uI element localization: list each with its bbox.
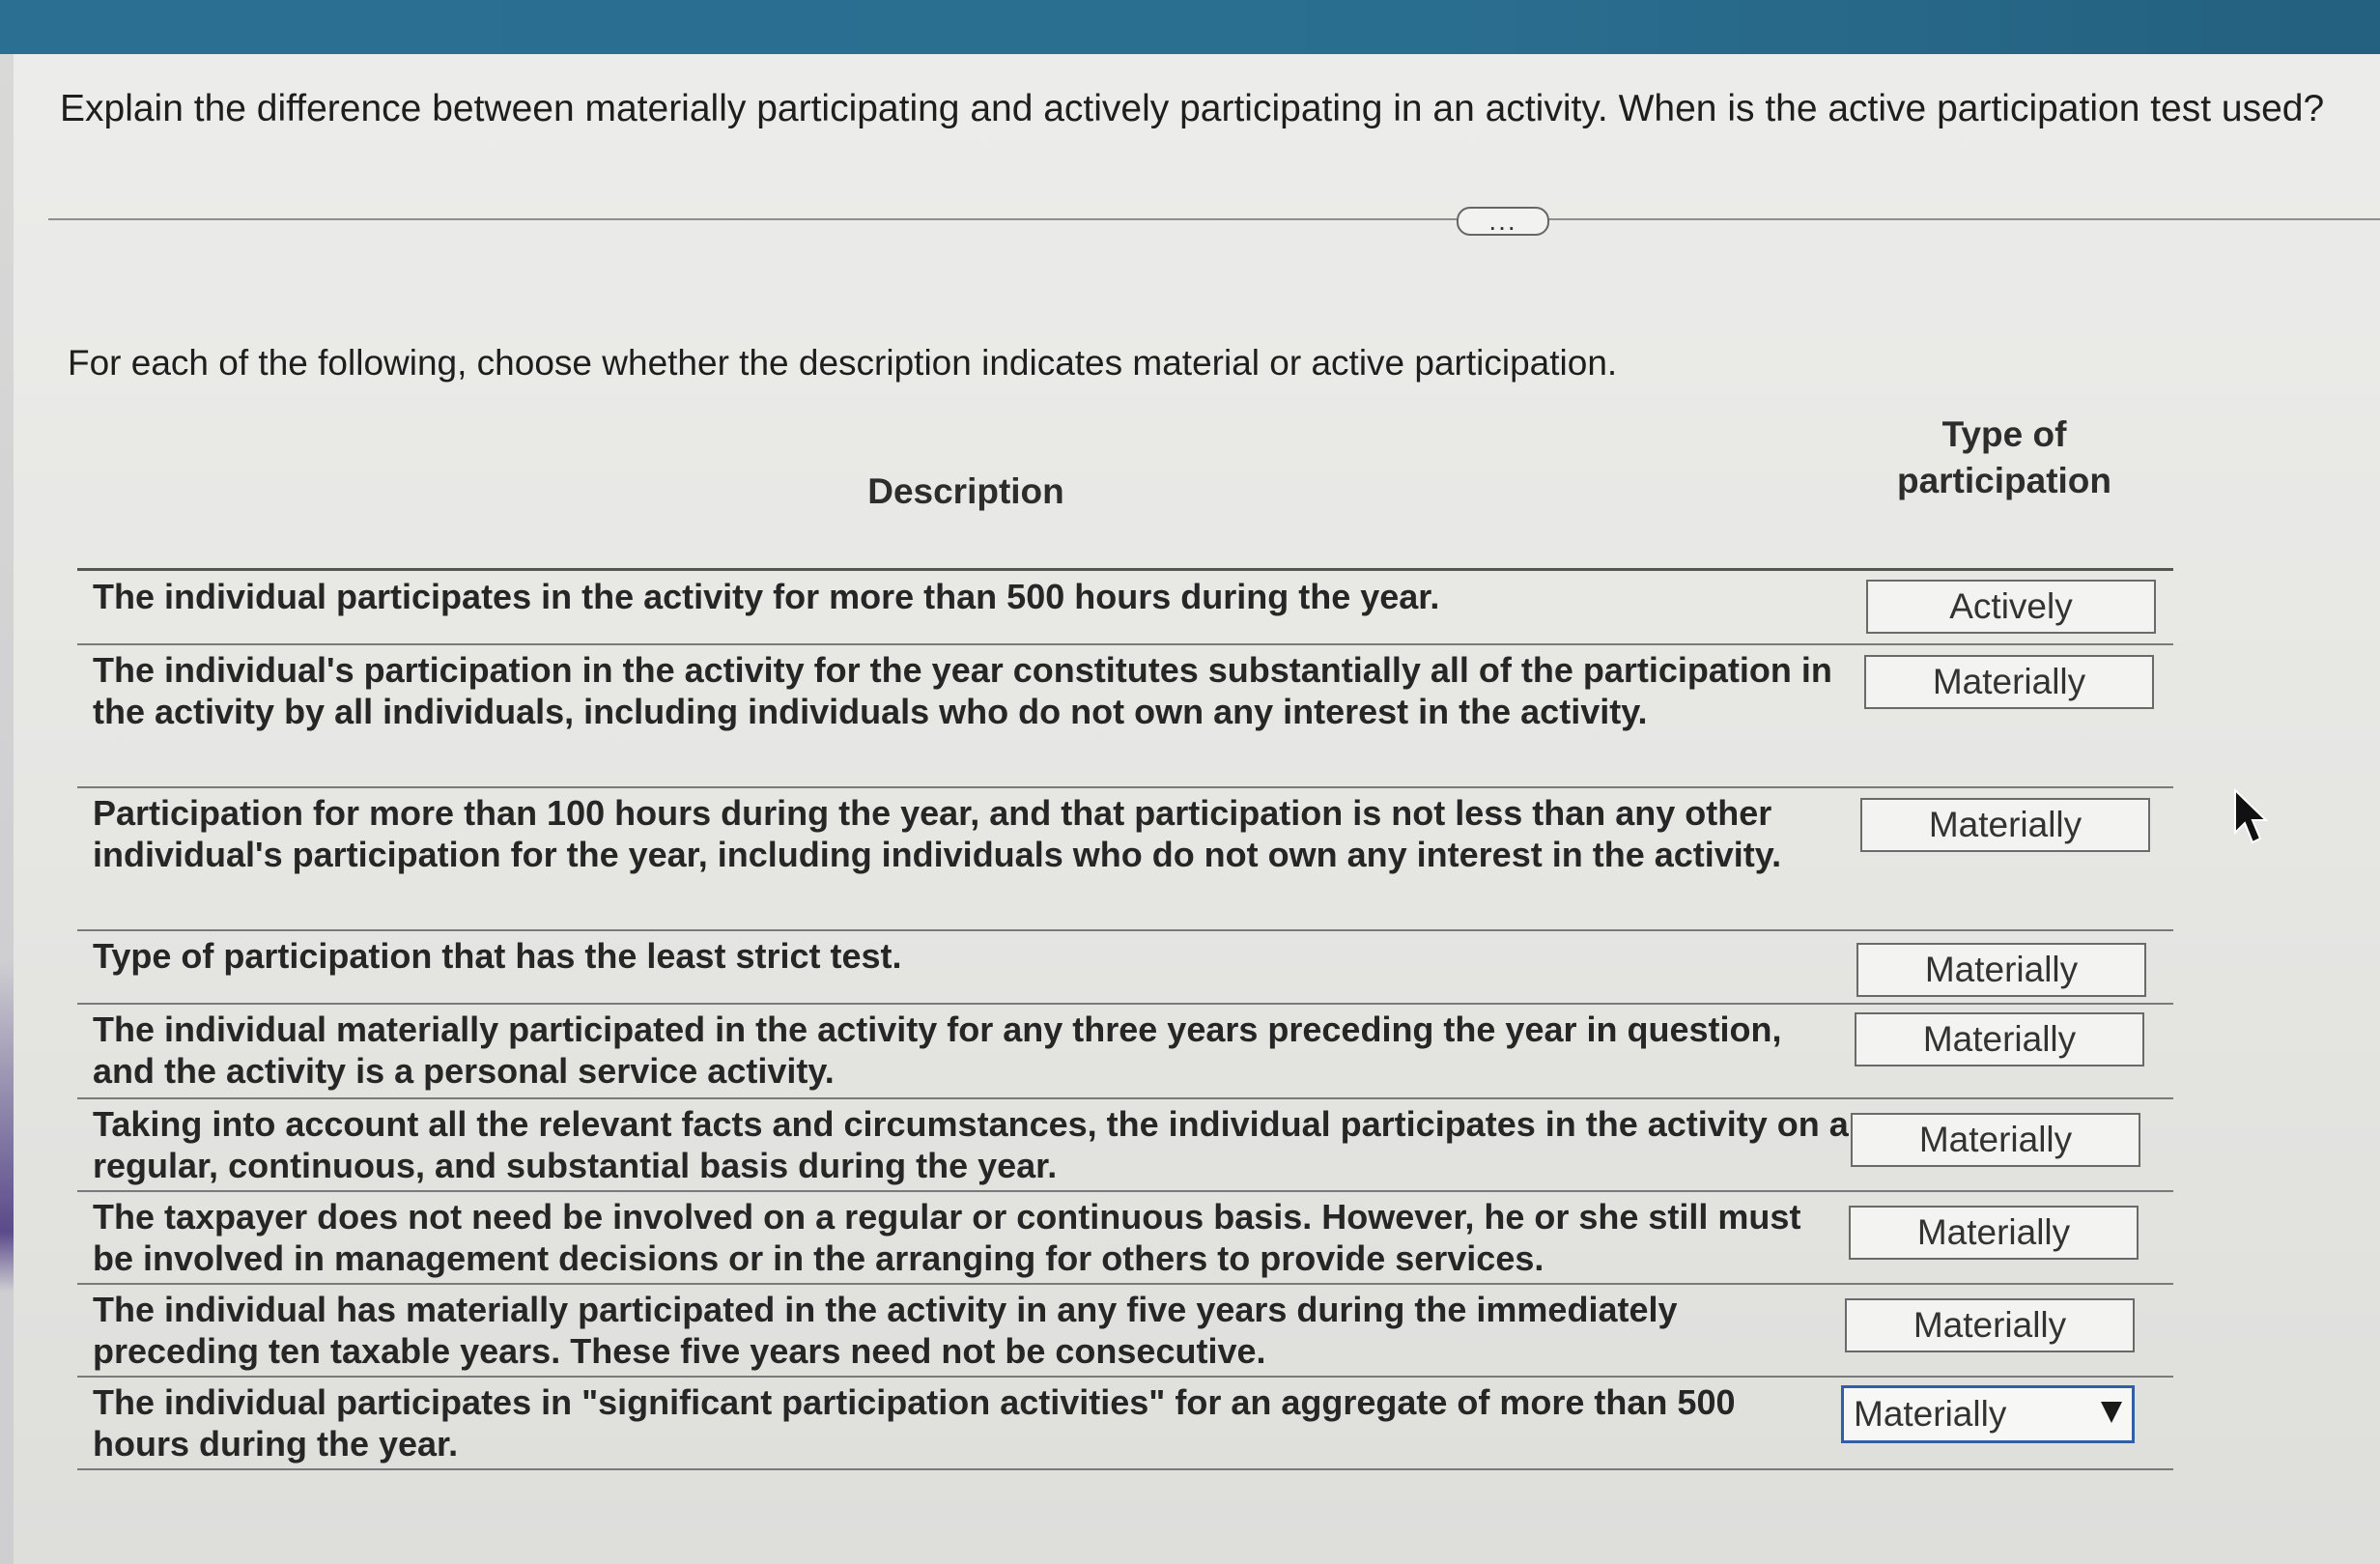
row-description: The individual participates in "significant participation activities" for an aggregate of more than 500 hours during the year. <box>93 1382 1736 1464</box>
table-row <box>77 1192 2173 1285</box>
row-description: The individual materially participated in the activity for any three years preceding the year in question, and the activity is a personal service activity. <box>93 1009 1782 1091</box>
row-description: Taking into account all the relevant facts and circumstances, the individual participates in the activity on a regular, continuous, and substantial basis during the year. <box>93 1104 1849 1185</box>
answer-select[interactable]: Actively <box>1866 580 2156 634</box>
column-header-type-line1: Type of <box>1941 414 2067 454</box>
header-rule <box>77 568 2173 571</box>
answer-select[interactable]: Materially <box>1851 1113 2140 1167</box>
dropdown-arrow-icon[interactable] <box>2101 1402 2122 1423</box>
answer-select[interactable]: Materially <box>1855 1012 2144 1066</box>
row-description: The individual participates in the activity for more than 500 hours during the year. <box>93 577 1440 616</box>
table-row <box>77 1005 2173 1099</box>
table-row <box>77 788 2173 931</box>
row-description: Participation for more than 100 hours during the year, and that participation is not less than any other individual's participation for the year, including individuals who do not own any interest in the activity. <box>93 793 1782 874</box>
column-header-description: Description <box>867 471 1064 511</box>
row-description: The individual's participation in the activity for the year constitutes substantially all of the participation in the activity by all individuals, including individuals who do not own any interest in the activity. <box>93 650 1832 731</box>
table-row <box>77 645 2173 788</box>
column-header-type-line2: participation <box>1896 461 2112 500</box>
section-divider <box>48 218 2380 220</box>
column-header-type <box>1855 412 2154 504</box>
table-row <box>77 572 2173 645</box>
row-description: The taxpayer does not need be involved on a regular or continuous basis. However, he or she still must be involved in management decisions or in the arranging for others to provide services. <box>93 1197 1801 1278</box>
instruction-text: For each of the following, choose whether the description indicates material or active participation. <box>68 343 1618 383</box>
browser-top-bar <box>0 0 2380 54</box>
answer-select[interactable]: Materially <box>1849 1206 2139 1260</box>
answer-select[interactable]: Materially <box>1860 798 2150 852</box>
answer-select[interactable]: Materially <box>1856 943 2146 997</box>
row-description: Type of participation that has the least strict test. <box>93 936 902 976</box>
table-row <box>77 1378 2173 1470</box>
table-row <box>77 931 2173 1005</box>
question-text: Explain the difference between materially participating and actively participating in an activity. When is the active participation test used? <box>60 88 2325 129</box>
mouse-pointer-icon <box>2231 788 2270 846</box>
answer-select[interactable]: Materially <box>1864 655 2154 709</box>
row-description: The individual has materially participated in the activity in any five years during the immediately preceding ten taxable years. These five years need not be consecutive. <box>93 1290 1678 1371</box>
question-page <box>14 54 2380 1564</box>
answer-dropdown-active[interactable] <box>1841 1385 2135 1443</box>
table-row <box>77 1099 2173 1192</box>
dropdown-selected-value: Materially <box>1854 1394 2007 1434</box>
answer-select[interactable]: Materially <box>1845 1298 2135 1352</box>
left-edge-strip <box>0 54 14 1564</box>
expand-more-button[interactable]: ... <box>1457 207 1549 236</box>
table-row <box>77 1285 2173 1378</box>
